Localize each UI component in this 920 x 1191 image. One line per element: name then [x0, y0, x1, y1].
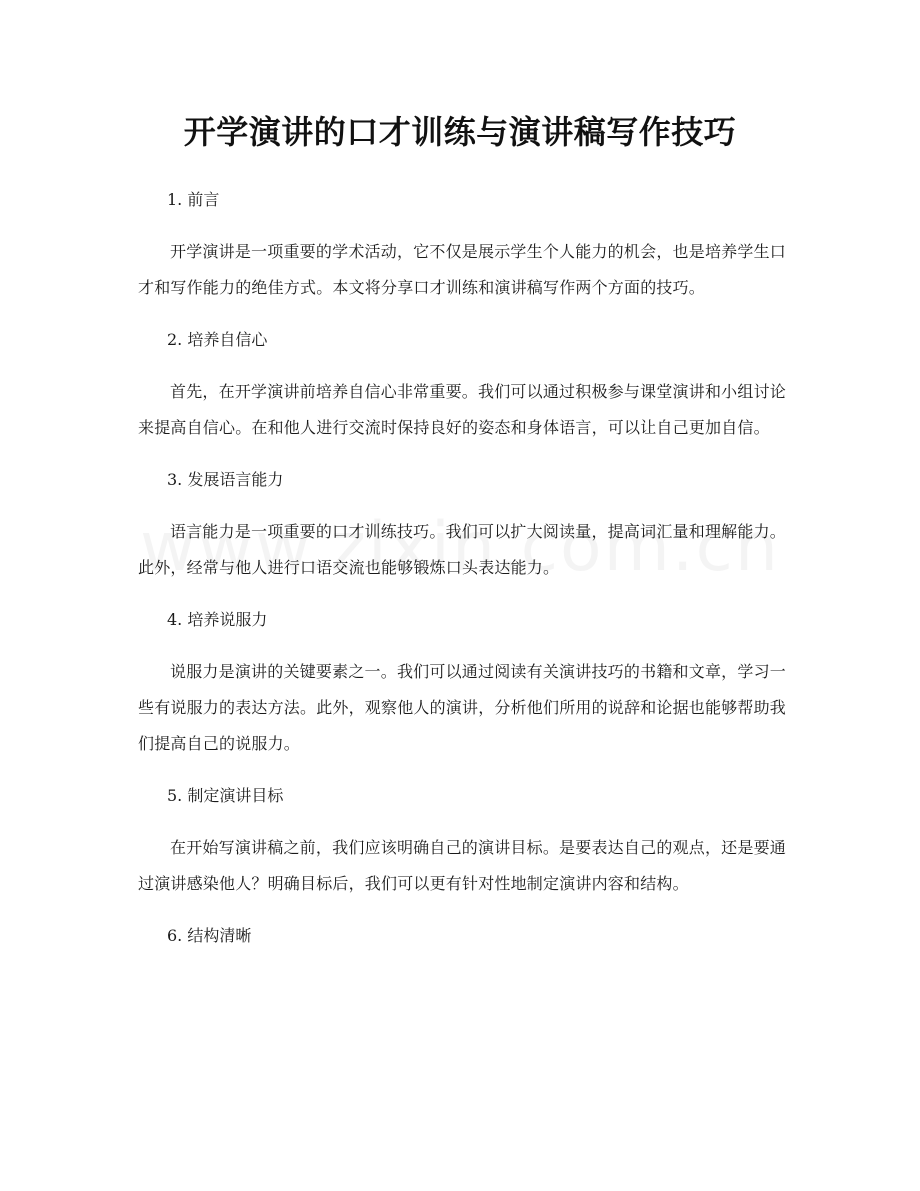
document-body — [138, 182, 786, 970]
section-paragraph-preface: 开学演讲是一项重要的学术活动，它不仅是展示学生个人能力的机会，也是培养学生口才和写作能力的绝佳方式。本文将分享口才训练和演讲稿写作两个方面的技巧。 — [138, 242, 786, 297]
section-heading-confidence: 2. 培养自信心 — [167, 330, 268, 349]
section-heading-goals: 5. 制定演讲目标 — [167, 786, 284, 805]
section-heading-persuasion: 4. 培养说服力 — [167, 610, 268, 629]
document-title: 开学演讲的口才训练与演讲稿写作技巧 — [183, 113, 737, 151]
section-paragraph-persuasion: 说服力是演讲的关键要素之一。我们可以通过阅读有关演讲技巧的书籍和文章，学习一些有说服力的表达方法。此外，观察他人的演讲，分析他们所用的说辞和论据也能够帮助我们提高自己的说服力。 — [138, 662, 787, 753]
section-paragraph-goals: 在开始写演讲稿之前，我们应该明确自己的演讲目标。是要表达自己的观点，还是要通过演讲感染他人？明确目标后，我们可以更有针对性地制定演讲内容和结构。 — [138, 838, 786, 893]
section-heading-preface: 1. 前言 — [167, 190, 220, 209]
section-paragraph-language: 语言能力是一项重要的口才训练技巧。我们可以扩大阅读量，提高词汇量和理解能力。此外，经常与他人进行口语交流也能够锻炼口头表达能力。 — [138, 522, 786, 577]
section-heading-structure: 6. 结构清晰 — [167, 926, 252, 945]
section-heading-language: 3. 发展语言能力 — [167, 470, 284, 489]
section-paragraph-confidence: 首先，在开学演讲前培养自信心非常重要。我们可以通过积极参与课堂演讲和小组讨论来提高自信心。在和他人进行交流时保持良好的姿态和身体语言，可以让自己更加自信。 — [138, 382, 786, 437]
